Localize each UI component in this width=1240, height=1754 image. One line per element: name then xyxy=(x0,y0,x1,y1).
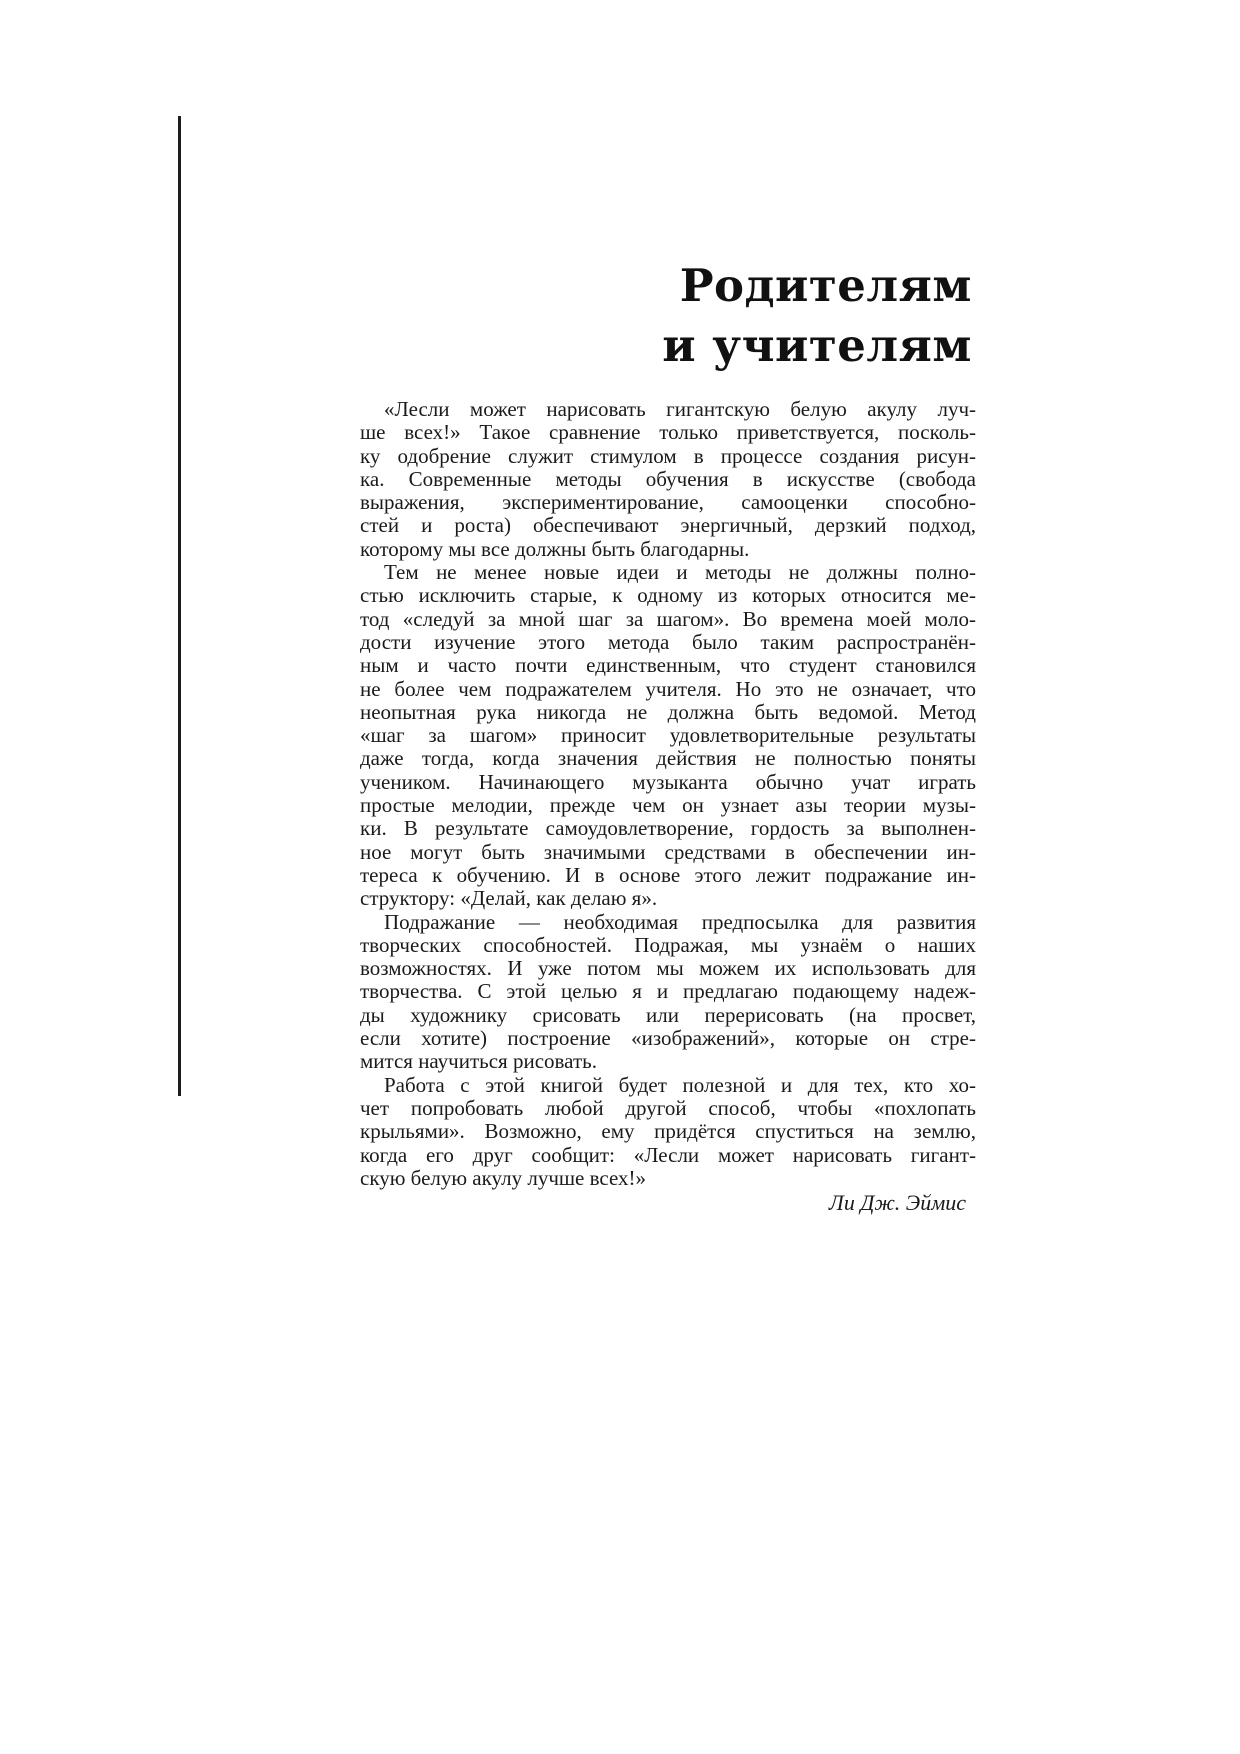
text-line: даже тогда, когда значения действия не полностью поняты xyxy=(360,746,976,771)
body-text xyxy=(360,398,976,1190)
text-line: мится научиться рисовать. xyxy=(360,1049,597,1074)
text-line: ше всех!» Такое сравнение только приветствуется, посколь- xyxy=(360,420,976,445)
text-line: Тем не менее новые идеи и методы не должны полно- xyxy=(384,560,976,585)
scan-edge-line xyxy=(178,116,181,1096)
text-line: ки. В результате самоудовлетворение, гордость за выполнен- xyxy=(360,816,976,841)
text-line: стью исключить старые, к одному из которых относится ме- xyxy=(360,583,976,608)
text-line: творческих способностей. Подражая, мы узнаём о наших xyxy=(360,932,976,957)
text-line: дости изучение этого метода было таким распространён- xyxy=(360,629,976,654)
text-line: Работа с этой книгой будет полезной и для тех, кто хо- xyxy=(384,1072,976,1097)
text-line: выражения, экспериментирование, самооценки способно- xyxy=(360,490,976,515)
paragraph xyxy=(360,561,976,910)
text-line: ку одобрение служит стимулом в процессе создания рисун- xyxy=(360,443,976,468)
text-line: если хотите) построение «изображений», которые он стре- xyxy=(360,1026,976,1051)
text-line: когда его друг сообщит: «Лесли может нарисовать гигант- xyxy=(360,1142,976,1167)
page-title-line-1: Родителям xyxy=(679,259,972,312)
text-line: стей и роста) обеспечивают энергичный, дерзкий подход, xyxy=(360,513,976,538)
author-signature: Ли Дж. Эймис xyxy=(828,1190,966,1215)
text-line: возможностях. И уже потом мы можем их использовать для xyxy=(360,956,976,981)
text-line: ное могут быть значимыми средствами в обеспечении ин- xyxy=(360,839,976,864)
text-line: структору: «Делай, как делаю я». xyxy=(360,886,658,911)
text-line: учеником. Начинающего музыканта обычно учат играть xyxy=(360,769,976,794)
paragraph xyxy=(360,911,976,1074)
text-line: «шаг за шагом» приносит удовлетворительные результаты xyxy=(360,723,976,748)
paragraph xyxy=(360,1074,976,1190)
page-title xyxy=(662,256,972,376)
text-line: не более чем подражателем учителя. Но это не означает, что xyxy=(360,676,976,701)
text-line: ды художнику срисовать или перерисовать (на просвет, xyxy=(360,1002,976,1027)
text-line: чет попробовать любой другой способ, чтобы «похлопать xyxy=(360,1095,976,1120)
text-line: которому мы все должны быть благодарны. xyxy=(360,536,750,561)
page-title-line-2: и учителям xyxy=(662,319,972,372)
text-line: скую белую акулу лучше всех!» xyxy=(360,1165,647,1190)
text-line: ным и часто почти единственным, что студент становился xyxy=(360,653,976,678)
text-line: простые мелодии, прежде чем он узнает азы теории музы- xyxy=(360,793,976,818)
text-line: тереса к обучению. И в основе этого лежит подражание ин- xyxy=(360,862,976,887)
text-line: тод «следуй за мной шаг за шагом». Во времена моей моло- xyxy=(360,606,976,631)
text-line: творчества. С этой целью я и предлагаю подающему надеж- xyxy=(360,979,976,1004)
text-line: неопытная рука никогда не должна быть ведомой. Метод xyxy=(360,699,976,724)
paragraph xyxy=(360,398,976,561)
text-line: ка. Современные методы обучения в искусстве (свобода xyxy=(360,466,976,491)
text-line: Подражание — необходимая предпосылка для развития xyxy=(384,909,976,934)
text-line: крыльями». Возможно, ему придётся спуститься на землю, xyxy=(360,1119,976,1144)
text-line: «Лесли может нарисовать гигантскую белую акулу луч- xyxy=(384,397,976,421)
